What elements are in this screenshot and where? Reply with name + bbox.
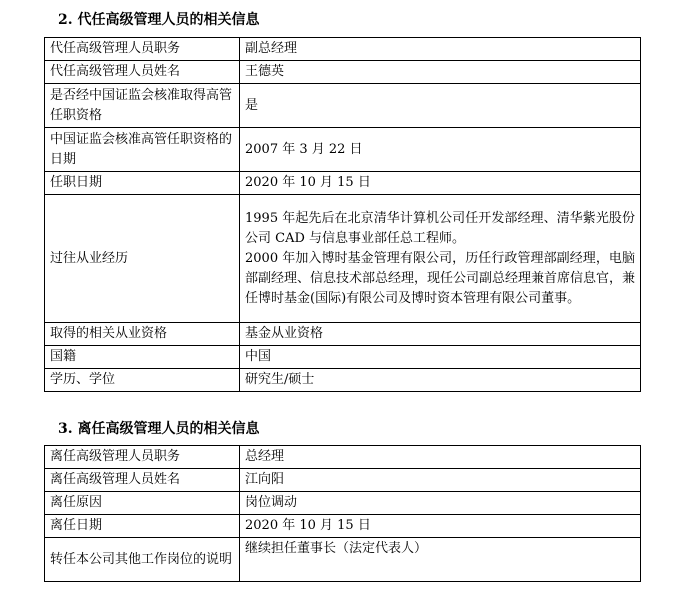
table-row [45,128,641,172]
acting-executive-table [44,37,641,392]
row-value: 2007 年 3 月 22 日 [240,128,641,172]
table-row [45,515,641,538]
row-label: 是否经中国证监会核准取得高管任职资格 [45,84,240,128]
table-row [45,323,641,346]
table-row [45,469,641,492]
row-value: 王德英 [240,61,641,84]
row-value: 江向阳 [240,469,641,492]
row-value: 副总经理 [240,38,641,61]
section-title-acting: 2. 代任高级管理人员的相关信息 [58,12,260,28]
section-title-departing: 3. 离任高级管理人员的相关信息 [58,421,260,437]
row-label: 取得的相关从业资格 [45,323,240,346]
row-label: 离任原因 [45,492,240,515]
table-row [45,346,641,369]
row-label: 转任本公司其他工作岗位的说明 [45,538,240,582]
row-value: 2020 年 10 月 15 日 [240,172,641,195]
row-label: 过往从业经历 [45,195,240,323]
table-row [45,538,641,582]
table-row [45,195,641,323]
experience-paragraph-2: 2000 年加入博时基金管理有限公司，历任行政管理部副经理，电脑部副经理、信息技术部总经理，现任公司副总经理兼首席信息官，兼任博时基金(国际)有限公司及博时资本管理有限公司董事。 [245,250,636,306]
row-label: 离任日期 [45,515,240,538]
row-label: 国籍 [45,346,240,369]
row-value: 2020 年 10 月 15 日 [240,515,641,538]
row-label: 中国证监会核准高管任职资格的日期 [45,128,240,172]
row-label: 离任高级管理人员姓名 [45,469,240,492]
table-row [45,492,641,515]
table-row [45,84,641,128]
row-label: 代任高级管理人员姓名 [45,61,240,84]
row-value: 研究生/硕士 [240,369,641,392]
row-value: 是 [240,84,641,128]
row-label: 离任高级管理人员职务 [45,446,240,469]
table-row [45,38,641,61]
row-value: 基金从业资格 [240,323,641,346]
table-row [45,446,641,469]
row-label: 任职日期 [45,172,240,195]
row-value: 中国 [240,346,641,369]
experience-paragraph-1: 1995 年起先后在北京清华计算机公司任开发部经理、清华紫光股份公司 CAD 与信息事业部任总工程师。 [245,210,635,246]
experience-cell [240,195,641,323]
row-label: 学历、学位 [45,369,240,392]
table-row [45,369,641,392]
departing-executive-table [44,445,641,582]
row-label: 代任高级管理人员职务 [45,38,240,61]
row-value: 总经理 [240,446,641,469]
table-row [45,172,641,195]
table-row [45,61,641,84]
row-value: 继续担任董事长（法定代表人） [240,538,641,582]
row-value: 岗位调动 [240,492,641,515]
